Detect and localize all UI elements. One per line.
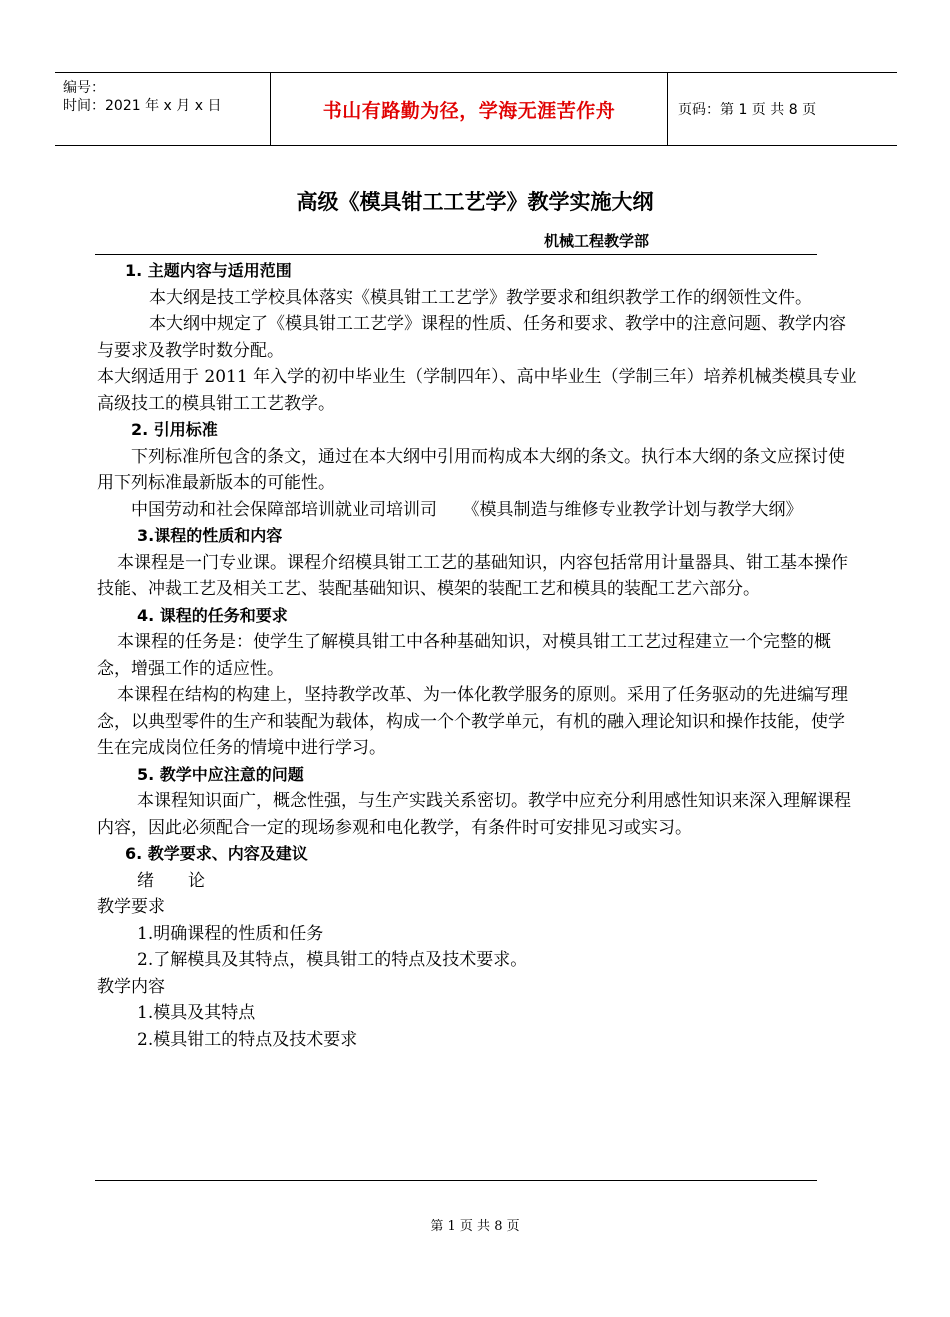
section-3-paragraph-1: 本课程是一门专业课。课程介绍模具钳工工艺的基础知识，内容包括常用计量器具、钳工基本操作技能、冲裁工艺及相关工艺、装配基础知识、模架的装配工艺和模具的装配工艺六部分。 xyxy=(97,552,848,599)
page-info: 页码：第 1 页 共 8 页 xyxy=(678,102,817,118)
section-2-paragraph-1: 下列标准所包含的条文，通过在本大纲中引用而构成本大纲的条文。执行本大纲的条文应探讨使用下列标准最新版本的可能性。 xyxy=(97,446,845,493)
section-5-heading: 5. 教学中应注意的问题 xyxy=(137,764,304,784)
section-5-paragraph-1: 本课程知识面广，概念性强，与生产实践关系密切。教学中应充分利用感性知识来深入理解课程内容，因此必须配合一定的现场参观和电化教学，有条件时可安排见习或实习。 xyxy=(97,791,851,838)
header-page-cell xyxy=(668,73,897,145)
section-4-heading: 4. 课程的任务和要求 xyxy=(137,605,288,625)
section-6-heading: 6. 教学要求、内容及建议 xyxy=(125,844,308,863)
time-label: 时间：2021 年 x 月 x 日 xyxy=(63,98,222,114)
content-label: 教学内容 xyxy=(97,976,165,997)
section-1-heading: 1. 主题内容与适用范围 xyxy=(125,261,292,280)
requirement-item-2: 2.了解模具及其特点，模具钳工的特点及技术要求。 xyxy=(137,950,528,970)
content-item-1: 1.模具及其特点 xyxy=(137,1003,256,1023)
section-2-heading: 2. 引用标准 xyxy=(131,420,218,439)
intro-title: 绪 论 xyxy=(137,870,205,891)
header-motto-cell xyxy=(270,73,668,145)
section-3-heading: 3.课程的性质和内容 xyxy=(137,526,283,545)
requirements-label: 教学要求 xyxy=(97,897,165,917)
motto-text: 书山有路勤为径，学海无涯苦作舟 xyxy=(322,99,616,122)
section-1-paragraph-2: 本大纲中规定了《模具钳工工艺学》课程的性质、任务和要求、教学中的注意问题、教学内容与要求及教学时数分配。 xyxy=(97,314,846,361)
requirement-item-1: 1.明确课程的性质和任务 xyxy=(137,923,324,944)
document-body xyxy=(97,258,857,1053)
department-name: 机械工程教学部 xyxy=(544,232,650,250)
page-footer: 第 1 页 共 8 页 xyxy=(430,1219,520,1234)
content-item-2: 2.模具钳工的特点及技术要求 xyxy=(137,1029,358,1050)
number-label: 编号： xyxy=(63,80,105,96)
section-4-paragraph-1: 本课程的任务是：使学生了解模具钳工中各种基础知识，对模具钳工工艺过程建立一个完整的概念，增强工作的适应性。 xyxy=(97,632,831,679)
header-table xyxy=(55,72,897,146)
document-title: 高级《模具钳工工艺学》教学实施大纲 xyxy=(296,190,654,214)
section-1-paragraph-1: 本大纲是技工学校具体落实《模具钳工工艺学》教学要求和组织教学工作的纲领性文件。 xyxy=(149,287,812,308)
section-4-paragraph-2: 本课程在结构的构建上，坚持教学改革、为一体化教学服务的原则。采用了任务驱动的先进编写理念，以典型零件的生产和装配为载体，构成一个个教学单元，有机的融入理论知识和操作技能，使学生在完成岗位任务的情境中进行学习。 xyxy=(97,685,848,758)
top-divider xyxy=(95,254,817,255)
section-1-paragraph-3: 本大纲适用于 2011 年入学的初中毕业生（学制四年）、高中毕业生（学制三年）培养机械类模具专业高级技工的模具钳工工艺教学。 xyxy=(97,367,857,414)
bottom-divider xyxy=(95,1180,817,1181)
header-meta-cell xyxy=(55,73,270,145)
section-2-paragraph-2: 中国劳动和社会保障部培训就业司培训司 《模具制造与维修专业教学计划与教学大纲》 xyxy=(131,499,803,520)
